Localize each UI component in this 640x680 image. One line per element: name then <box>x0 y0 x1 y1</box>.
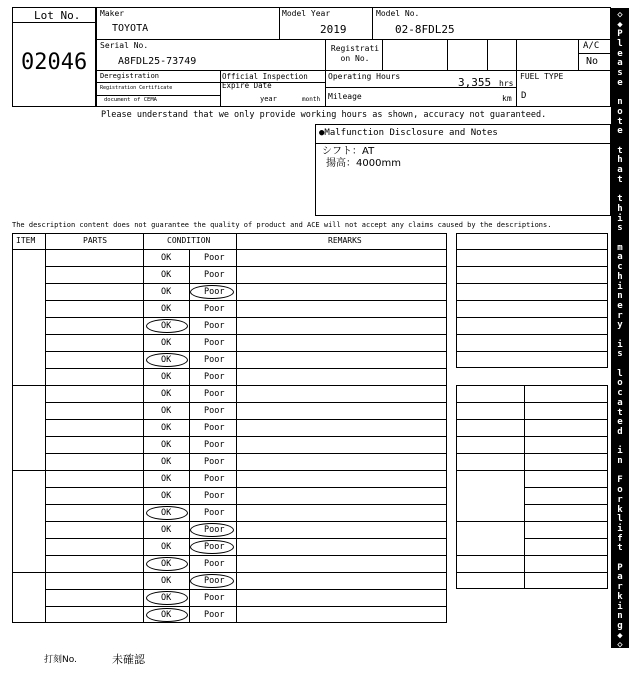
cond-poor: Poor <box>204 440 225 450</box>
sidebar-char: f <box>617 533 623 544</box>
sidebar-char: a <box>617 58 623 69</box>
km-unit: km <box>502 94 512 103</box>
selected-ok-oval <box>146 608 188 622</box>
sidebar-char: e <box>617 48 623 59</box>
inspection-label: Official Inspection Expire Date <box>222 72 308 90</box>
sidebar-char: n <box>617 611 623 622</box>
sidebar-char: k <box>617 591 623 602</box>
selected-ok-oval <box>146 506 188 520</box>
dereg-label: Deregistration <box>100 72 160 80</box>
sidebar-char: i <box>617 213 623 224</box>
cond-poor: Poor <box>204 406 225 416</box>
sidebar-char: n <box>617 456 623 467</box>
selected-ok-oval <box>146 353 188 367</box>
cond-ok: OK <box>161 338 172 348</box>
cond-poor: Poor <box>204 457 225 467</box>
sidebar-char: i <box>617 446 623 457</box>
cond-poor: Poor <box>204 508 225 518</box>
cond-ok: OK <box>161 253 172 263</box>
sidebar-char: l <box>617 368 623 379</box>
cond-ok: OK <box>161 610 172 620</box>
cond-ok: OK <box>161 474 172 484</box>
registration-label: Registrati on No. <box>330 44 380 63</box>
cond-ok: OK <box>161 270 172 280</box>
cond-ok: OK <box>161 355 172 365</box>
header-remarks: REMARKS <box>328 236 362 245</box>
header-item: ITEM <box>16 236 36 245</box>
cond-ok: OK <box>161 389 172 399</box>
month-label: month <box>302 96 321 103</box>
cond-ok: OK <box>161 491 172 501</box>
malfunction-line1: シフト：AT <box>322 146 375 157</box>
cond-poor: Poor <box>204 372 225 382</box>
cond-poor: Poor <box>204 287 225 297</box>
selected-ok-oval <box>146 319 188 333</box>
sidebar-char: F <box>617 475 623 486</box>
maker-value: TOYOTA <box>112 23 149 34</box>
sidebar-char: t <box>617 174 623 185</box>
fuel-type-label: FUEL TYPE <box>520 72 564 81</box>
sidebar-char: g <box>617 620 623 631</box>
cond-ok: OK <box>161 542 172 552</box>
cond-ok: OK <box>161 321 172 331</box>
sidebar-char: c <box>617 262 623 273</box>
cond-poor: Poor <box>204 355 225 365</box>
cond-ok: OK <box>161 304 172 314</box>
model-no-label: Model No. <box>376 9 420 18</box>
sidebar-char: n <box>617 97 623 108</box>
cond-poor: Poor <box>204 491 225 501</box>
cond-poor: Poor <box>204 389 225 399</box>
sidebar-char: e <box>617 300 623 311</box>
group-label <box>14 572 43 623</box>
lot-label: Lot No. <box>34 9 81 22</box>
sidebar-char: i <box>617 523 623 534</box>
cond-poor: Poor <box>204 525 225 535</box>
sidebar-char: e <box>617 126 623 137</box>
header-parts: PARTS <box>83 236 108 245</box>
malfunction-title: ●Malfunction Disclosure and Notes <box>319 128 498 138</box>
sidebar-char: a <box>617 572 623 583</box>
operating-hours-label: Operating Hours <box>328 72 401 81</box>
cond-ok: OK <box>161 576 172 586</box>
cond-poor: Poor <box>204 321 225 331</box>
selected-poor-oval <box>190 285 234 299</box>
sidebar-char: c <box>617 388 623 399</box>
sidebar-char: i <box>617 601 623 612</box>
location-sidebar <box>611 8 629 651</box>
reg-cert-label: Registration Certificate <box>100 85 173 91</box>
sidebar-char: e <box>617 417 623 428</box>
cond-poor: Poor <box>204 253 225 263</box>
sidebar-char: ◇ <box>617 10 623 20</box>
cond-poor: Poor <box>204 270 225 280</box>
fuel-type-value: D <box>521 91 527 101</box>
hours-notice: Please understand that we only provide working hours as shown, accuracy not guaranteed. <box>101 110 547 120</box>
sidebar-char: s <box>617 349 623 360</box>
model-no-value: 02-8FDL25 <box>395 23 455 36</box>
stamp-label: 打刻No. <box>44 655 77 665</box>
sidebar-char: t <box>617 145 623 156</box>
cond-poor: Poor <box>204 559 225 569</box>
sidebar-char: i <box>617 339 623 350</box>
sidebar-char: t <box>617 194 623 205</box>
group-label <box>14 249 43 385</box>
maker-label: Maker <box>100 9 125 18</box>
cond-poor: Poor <box>204 542 225 552</box>
selected-poor-oval <box>190 540 234 554</box>
sidebar-char: m <box>617 242 623 253</box>
sidebar-char: r <box>617 582 623 593</box>
cond-ok: OK <box>161 559 172 569</box>
selected-poor-oval <box>190 574 234 588</box>
selected-ok-oval <box>146 591 188 605</box>
sidebar-char: d <box>617 426 623 437</box>
sidebar-char: s <box>617 223 623 234</box>
sidebar-char: t <box>617 543 623 554</box>
model-year-label: Model Year <box>282 9 331 18</box>
sidebar-char: r <box>617 494 623 505</box>
sidebar-char: h <box>617 155 623 166</box>
cond-poor: Poor <box>204 593 225 603</box>
cond-poor: Poor <box>204 576 225 586</box>
cond-ok: OK <box>161 508 172 518</box>
ac-label: A/C <box>583 41 600 51</box>
group-label <box>14 470 43 572</box>
ac-value: No <box>586 56 599 67</box>
sidebar-char: ◆ <box>617 630 623 641</box>
sidebar-char: t <box>617 407 623 418</box>
cond-ok: OK <box>161 423 172 433</box>
cond-ok: OK <box>161 593 172 603</box>
serial-value: A8FDL25-73749 <box>118 56 197 67</box>
header-condition: CONDITION <box>167 236 211 245</box>
sidebar-char: l <box>617 39 623 50</box>
lot-number: 02046 <box>21 50 88 75</box>
year-label: year <box>260 95 277 103</box>
cond-ok: OK <box>161 287 172 297</box>
sidebar-char: i <box>617 281 623 292</box>
sidebar-char: o <box>617 485 623 496</box>
sidebar-char: t <box>617 116 623 127</box>
hrs-unit: hrs <box>499 79 514 88</box>
cond-poor: Poor <box>204 610 225 620</box>
sidebar-char: o <box>617 106 623 117</box>
sidebar-char: P <box>617 29 623 40</box>
cema-label: document of CEMA <box>104 97 157 103</box>
sidebar-char: n <box>617 291 623 302</box>
selected-ok-oval <box>146 557 188 571</box>
cond-ok: OK <box>161 406 172 416</box>
cond-ok: OK <box>161 440 172 450</box>
malfunction-line2: 揚高：4000mm <box>326 158 401 169</box>
disclaimer: The description content does not guarantee the quality of product and ACE will not accept any claims caused by the descriptions. <box>12 221 552 229</box>
sidebar-char: y <box>617 320 623 331</box>
stamp-value: 未確認 <box>112 653 145 666</box>
sidebar-char: e <box>617 77 623 88</box>
group-label <box>14 385 43 470</box>
sidebar-char: ◆ <box>617 19 623 30</box>
cond-ok: OK <box>161 525 172 535</box>
operating-hours-value: 3,355 <box>458 76 492 89</box>
sidebar-char: a <box>617 397 623 408</box>
sidebar-char: s <box>617 68 623 79</box>
cond-poor: Poor <box>204 338 225 348</box>
sidebar-char: r <box>617 310 623 321</box>
sidebar-char: ◇ <box>617 640 623 651</box>
cond-ok: OK <box>161 457 172 467</box>
sidebar-char: k <box>617 504 623 515</box>
cond-poor: Poor <box>204 304 225 314</box>
cond-poor: Poor <box>204 474 225 484</box>
serial-label: Serial No. <box>100 41 149 50</box>
sidebar-char: h <box>617 203 623 214</box>
cond-ok: OK <box>161 372 172 382</box>
cond-poor: Poor <box>204 423 225 433</box>
sidebar-char: a <box>617 252 623 263</box>
sidebar-char: l <box>617 514 623 525</box>
sidebar-char: a <box>617 165 623 176</box>
sidebar-char: h <box>617 271 623 282</box>
selected-poor-oval <box>190 523 234 537</box>
sidebar-char: o <box>617 378 623 389</box>
mileage-label: Mileage <box>328 92 362 101</box>
model-year-value: 2019 <box>320 23 347 36</box>
sidebar-char: P <box>617 562 623 573</box>
